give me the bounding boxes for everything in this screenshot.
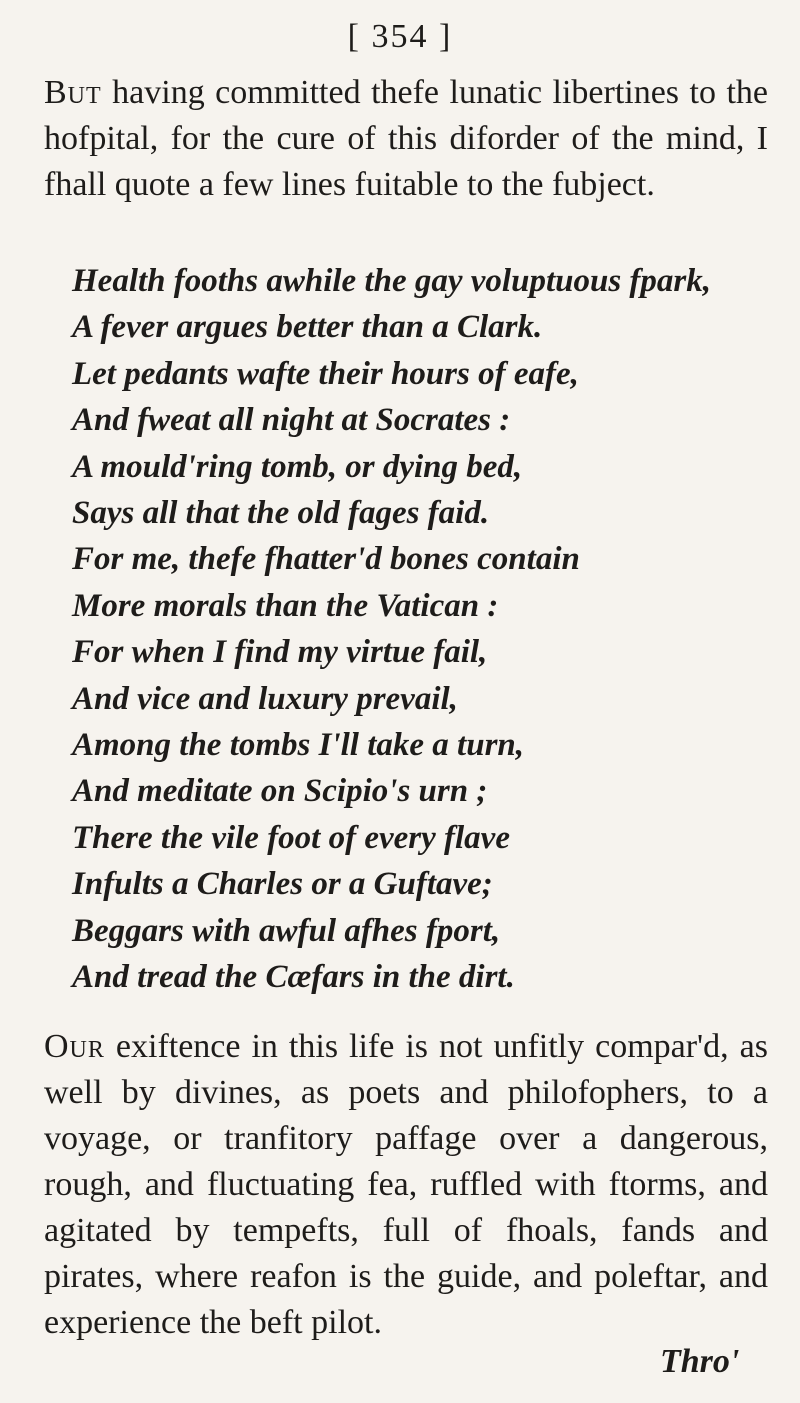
closing-text: exiftence in this life is not unfitly compar'd, as well by divines, as poets and philofophers, to a voyage, or tranfitory paffage over a dangerous, rough, and fluctuating fea, ruffled with ftorms, and agitated by tempefts, full of fhoals, fands and pirates, where reafon is the guide, and poleftar, and experience the beft pilot. (44, 1028, 769, 1341)
poem-line: More morals than the Vatican : (72, 587, 499, 624)
poem-line: There the vile foot of every flave (72, 819, 510, 856)
intro-lead-word: But (44, 74, 102, 111)
poem-line: And vice and luxury prevail, (72, 680, 458, 717)
closing-paragraph (44, 1024, 768, 1346)
poem (72, 258, 762, 1001)
poem-line: Among the tombs I'll take a turn, (72, 727, 525, 764)
closing-lead-word: Our (44, 1028, 105, 1065)
poem-line: Beggars with awful afhes fport, (72, 912, 501, 949)
poem-line: Says all that the old fages faid. (72, 495, 490, 532)
poem-line: Infults a Charles or a Guftave; (72, 866, 493, 903)
poem-line: For when I find my virtue fail, (72, 634, 488, 671)
poem-line: And tread the Cæfars in the dirt. (72, 959, 515, 996)
poem-line: And meditate on Scipio's urn ; (72, 773, 488, 810)
poem-line: Health fooths awhile the gay voluptuous fpark, (72, 263, 711, 299)
poem-line: A fever argues better than a Clark. (72, 309, 543, 346)
poem-line: Let pedants wafte their hours of eafe, (72, 355, 579, 392)
intro-paragraph (44, 70, 768, 208)
poem-line: And fweat all night at Socrates : (72, 402, 511, 439)
catchword: Thro' (660, 1343, 740, 1380)
poem-line: A mould'ring tomb, or dying bed, (72, 448, 523, 485)
poem-line: For me, thefe fhatter'd bones contain (72, 541, 580, 578)
intro-text: having committed thefe lunatic libertines to the hofpital, for the cure of this diforder of the mind, I fhall quote a few lines fuitable to the fubject. (44, 74, 768, 203)
page-number: [ 354 ] (347, 18, 453, 55)
